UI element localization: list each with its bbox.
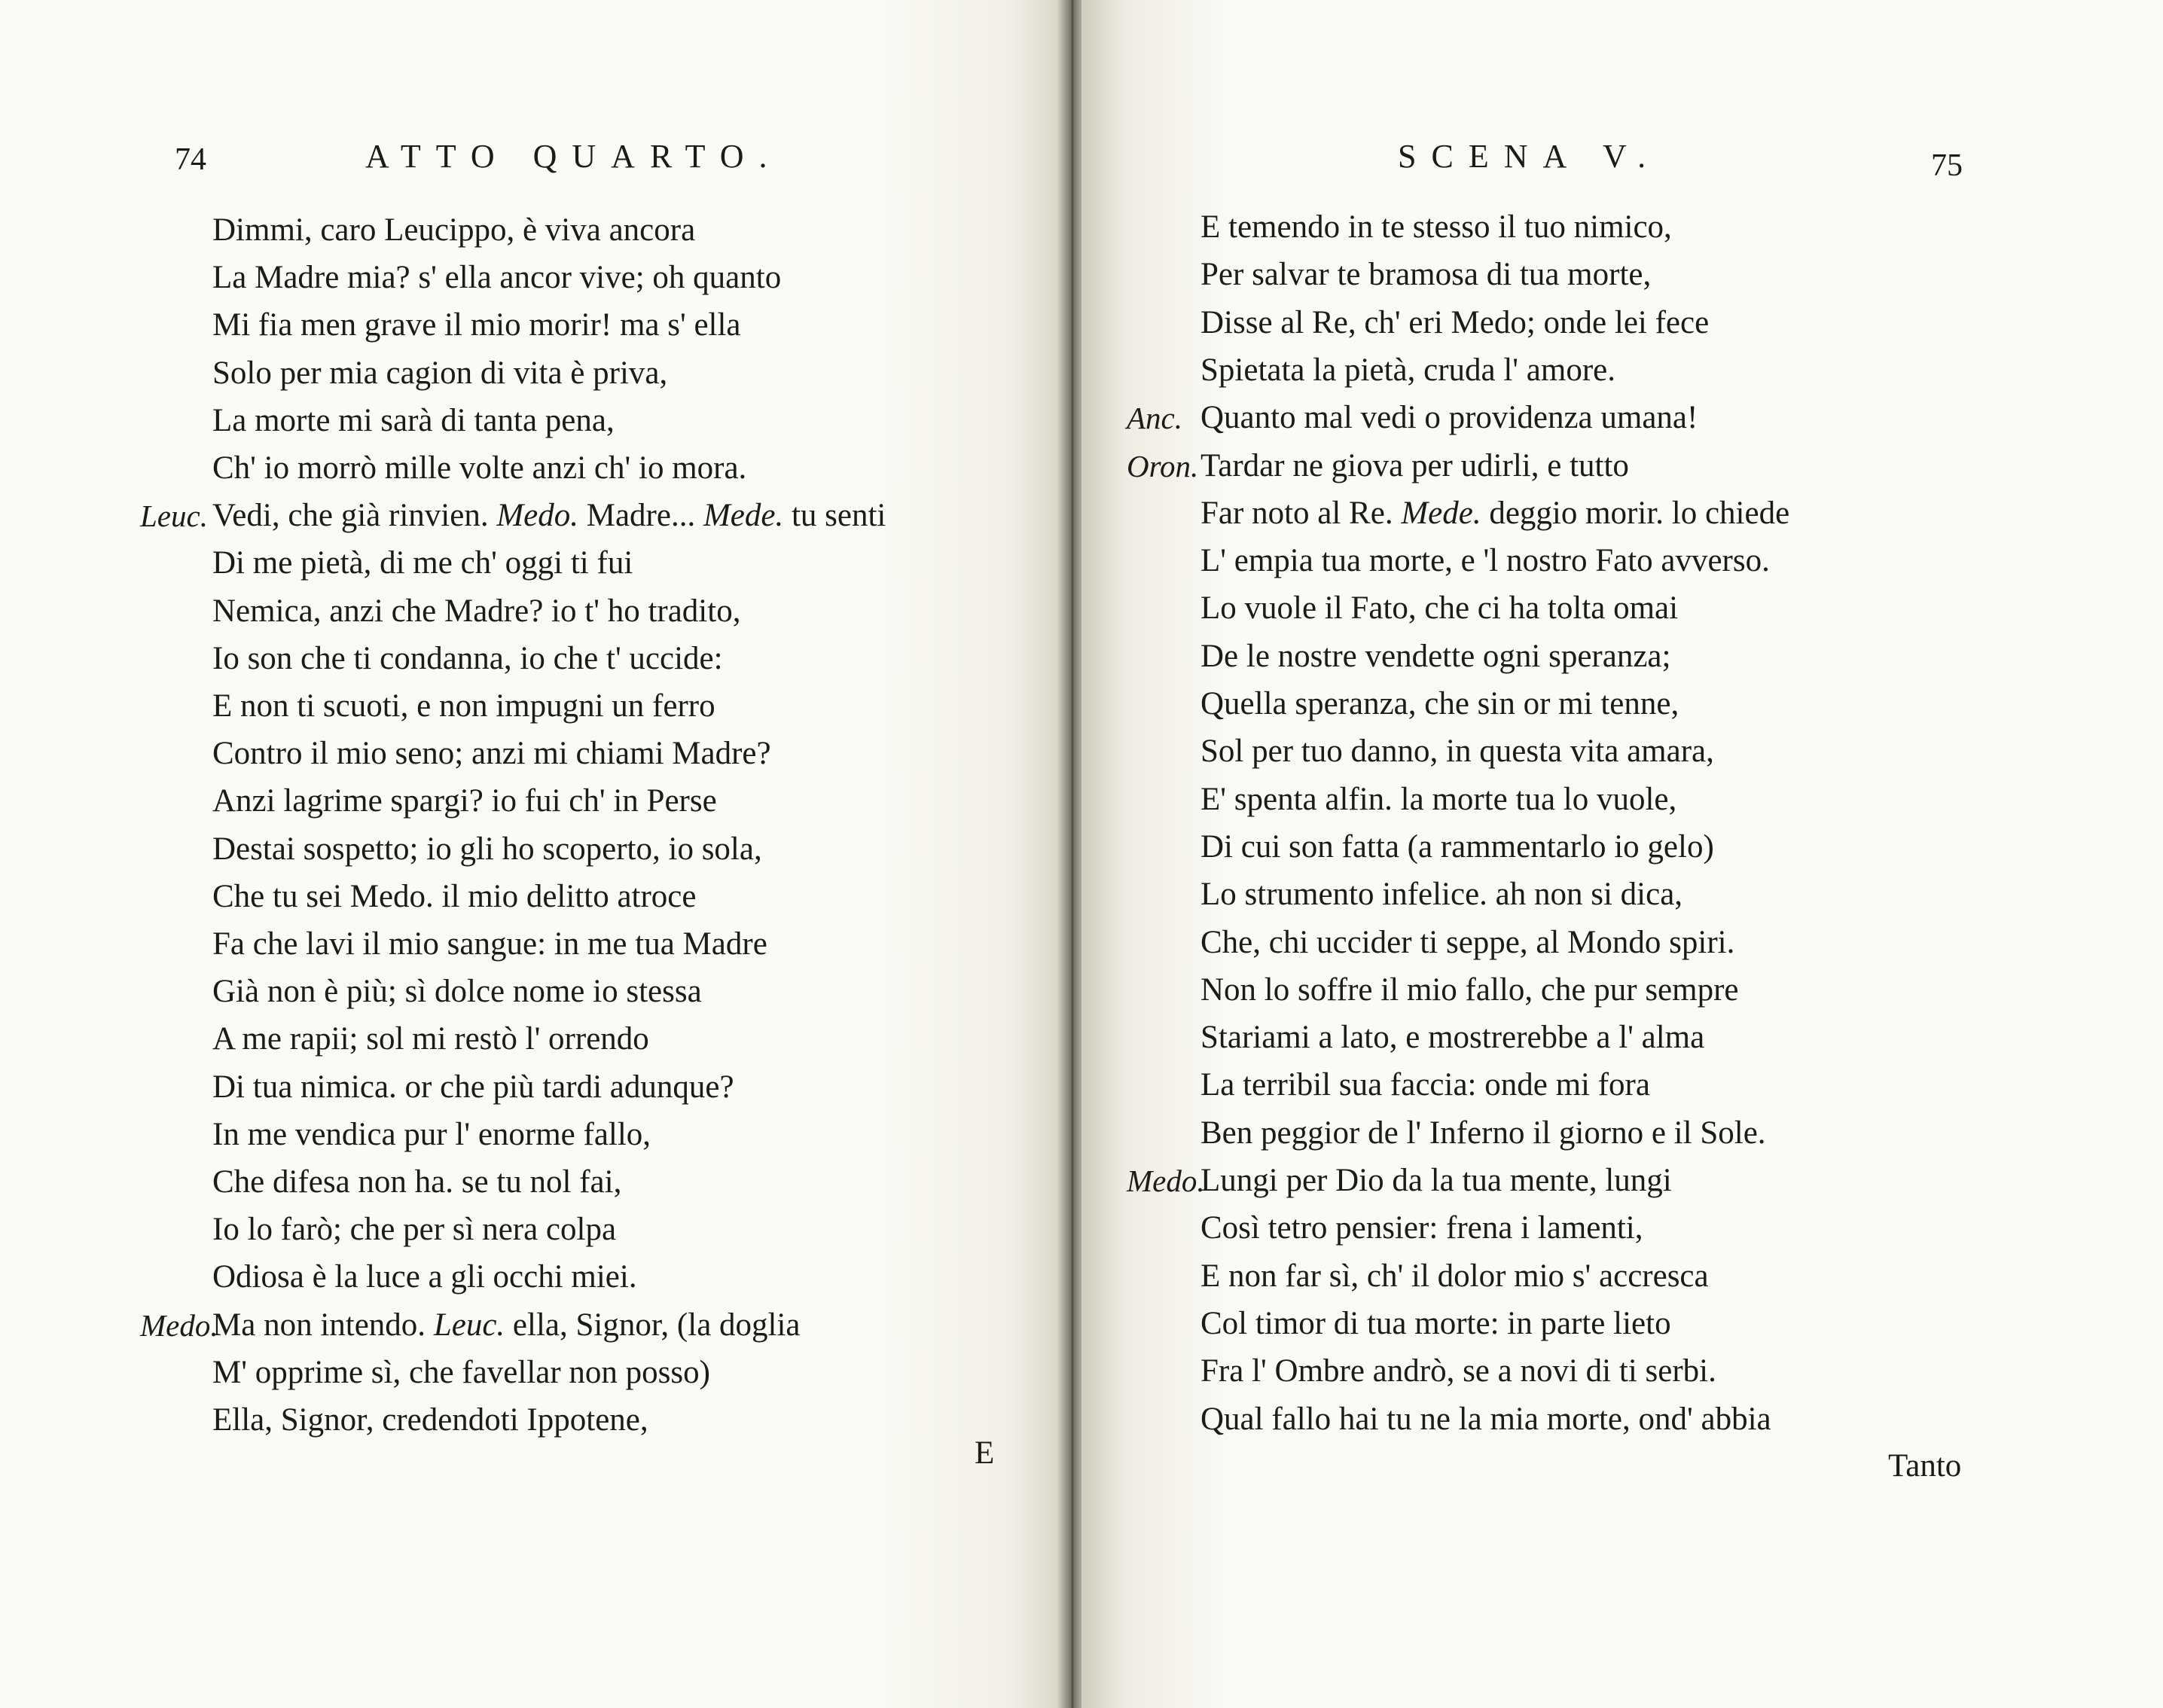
inline-speaker: Medo. [496,498,578,534]
verse-text: Per salvar te bramosa di tua morte, [1200,257,1652,293]
speaker-label: Oron. [1127,448,1199,483]
verse-text: Qual fallo hai tu ne la mia morte, ond' abbia [1200,1401,1771,1437]
verse-line [1200,258,1651,291]
verse-text: Dimmi, caro Leucippo, è viva ancora [212,212,696,248]
verse-text: M' opprime sì, che favellar non posso) [212,1354,710,1390]
verse-text: Quella speranza, che sin or mi tenne, [1200,686,1679,721]
verse-text: Ch' io morrò mille volte anzi ch' io mora. [212,450,747,486]
verse-line [1200,1403,1771,1435]
verse-text: Di me pietà, di me ch' oggi ti fui [212,545,633,581]
page-number-left: 74 [175,142,206,177]
verse-text: Già non è più; sì dolce nome io stessa [212,974,702,1010]
verse-text: Solo per mia cagion di vita è priva, [212,355,668,391]
verse-text: A me rapii; sol mi restò l' orrendo [212,1021,649,1057]
verse-line [1200,590,1679,627]
verse-text: La Madre mia? s' ella ancor vive; oh quanto [212,260,782,296]
page-number-right: 75 [1931,148,1963,183]
verse-line [212,1309,801,1341]
verse-line [212,547,633,579]
verse-text: Ella, Signor, credendoti Ippotene, [212,1402,648,1438]
verse-line [1200,926,1734,959]
verse-line [1200,828,1714,865]
verse-text: Io lo farò; che per sì nera colpa [212,1212,617,1248]
verse-line [212,1213,616,1246]
verse-line [212,452,746,484]
verse-text: Odiosa è la luce a gli occhi miei. [212,1259,637,1295]
verse-text: Disse al Re, ch' eri Medo; onde lei fece [1200,304,1710,340]
verse-line [212,928,767,960]
verse-text: De le nostre vendette ogni speranza; [1200,638,1671,674]
verse-line [1200,1355,1716,1387]
verse-text: La morte mi sarà di tanta pena, [212,402,615,438]
verse-line [212,357,667,389]
verse-text: Anzi lagrime spargi? io fui ch' in Perse [212,783,717,819]
verse-line [1200,783,1676,816]
verse-line [1200,734,1714,770]
verse-text: Io son che ti condanna, io che t' uccide: [212,640,723,676]
verse-text: In me vendica pur l' enorme fallo, [212,1116,651,1152]
running-head-right [1398,137,1661,175]
verse-line [212,1118,651,1151]
verse-text: deggio morir. lo chiede [1481,495,1790,531]
verse-line [212,785,717,817]
verse-line [212,214,695,246]
verse-line [212,690,715,722]
running-head-left-text: ATTO QUARTO. [365,138,783,175]
speaker-label: Medo. [1127,1164,1205,1198]
verse-line [212,880,696,913]
verse-text: Nemica, anzi che Madre? io t' ho tradito, [212,593,741,629]
speaker-label: Anc. [1127,401,1182,436]
verse-line [212,1166,621,1198]
verse-line [1200,497,1789,529]
left-page [0,0,1063,1708]
verse-text: Fa che lavi il mio sangue: in me tua Madre [212,926,767,962]
verse-text: Mi fia men grave il mio morir! ma s' ella [212,307,741,343]
verse-line [1200,1117,1766,1149]
verse-text: Destai sospetto; io gli ho scoperto, io sola, [212,831,762,867]
verse-line [1200,971,1739,1008]
verse-text: Non lo soffre il mio fallo, che pur sempre [1200,971,1739,1008]
verse-line [1200,688,1679,720]
verse-line [1200,447,1629,483]
verse-line [212,499,886,532]
verse-text: Madre... [578,498,703,534]
speaker-label: Leuc. [140,499,208,534]
verse-text: Ma non intendo. [212,1307,434,1343]
verse-line [212,1261,637,1293]
verse-line [1200,1164,1672,1197]
verse-line [212,1404,648,1436]
verse-text: E non far sì, ch' il dolor mio s' accresca [1200,1258,1709,1294]
verse-line [212,404,615,437]
verse-text: Che difesa non ha. se tu nol fai, [212,1164,622,1200]
verse-text: Lo vuole il Fato, che ci ha tolta omai [1200,590,1679,627]
verse-line [212,1356,710,1389]
running-head-right-text: SCENA V. [1398,138,1661,175]
verse-text: Contro il mio seno; anzi mi chiami Madre? [212,736,771,772]
verse-text: E' spenta alfin. la morte tua lo vuole, [1200,781,1677,817]
right-page [1082,0,2163,1708]
verse-text: Quanto mal vedi o providenza umana! [1200,400,1698,436]
verse-line [212,642,723,675]
verse-line [1200,1260,1709,1292]
inline-speaker: Mede. [1401,495,1481,531]
verse-text: E temendo in te stesso il tuo nimico, [1200,209,1672,245]
verse-text: La terribil sua faccia: onde mi fora [1200,1067,1650,1103]
verse-line [1200,354,1615,386]
verse-line [212,737,771,770]
verse-line [1200,304,1710,340]
verse-line [1200,211,1672,243]
verse-text: Vedi, che già rinvien. [212,498,497,534]
verse-text: Di tua nimica. or che più tardi adunque? [212,1069,734,1105]
verse-text: Che tu sei Medo. il mio delitto atroce [212,878,697,914]
verse-text: Far noto al Re. [1200,495,1402,531]
verse-line [1200,1021,1704,1054]
verse-line [212,1071,734,1103]
verse-text: Così tetro pensier: frena i lamenti, [1200,1210,1643,1246]
verse-text: Spietata la pietà, cruda l' amore. [1200,352,1615,388]
verse-line [1200,1212,1643,1244]
verse-text: Stariami a lato, e mostrerebbe a l' alma [1200,1020,1705,1056]
verse-text: Tardar ne giova per udirli, e tutto [1200,447,1629,483]
verse-line [1200,640,1670,673]
verse-text: ella, Signor, (la doglia [505,1307,801,1343]
catchword-right: Tanto [1888,1448,1962,1484]
catchword-left: E [975,1435,995,1471]
verse-line [212,595,740,627]
inline-speaker: Leuc. [433,1307,505,1343]
verse-text: Ben peggior de l' Inferno il giorno e il Sole. [1200,1115,1766,1151]
verse-line [212,975,702,1008]
verse-line [1200,544,1770,577]
verse-text: Di cui son fatta (a rammentarlo io gelo) [1200,828,1714,865]
verse-text: Lo strumento infelice. ah non si dica, [1200,877,1683,913]
verse-text: Che, chi uccider ti seppe, al Mondo spiri. [1200,924,1735,960]
verse-text: tu senti [783,498,886,534]
running-head-left [365,137,783,175]
verse-text: Fra l' Ombre andrò, se a novi di ti serbi. [1200,1353,1716,1389]
verse-text: Lungi per Dio da la tua mente, lungi [1200,1163,1672,1198]
speaker-label: Medo. [140,1307,218,1343]
verse-line [212,309,741,341]
inline-speaker: Mede. [703,498,784,534]
verse-line [1200,401,1698,434]
verse-text: Col timor di tua morte: in parte lieto [1200,1305,1671,1341]
verse-line [1200,877,1683,913]
verse-line [1200,1069,1650,1101]
verse-line [212,833,762,865]
verse-line [212,261,781,294]
verse-line [212,1023,649,1055]
verse-text: Sol per tuo danno, in questa vita amara, [1200,734,1714,770]
verse-text: E non ti scuoti, e non impugni un ferro [212,688,715,724]
verse-text: L' empia tua morte, e 'l nostro Fato avverso. [1200,543,1770,579]
verse-line [1200,1307,1671,1340]
